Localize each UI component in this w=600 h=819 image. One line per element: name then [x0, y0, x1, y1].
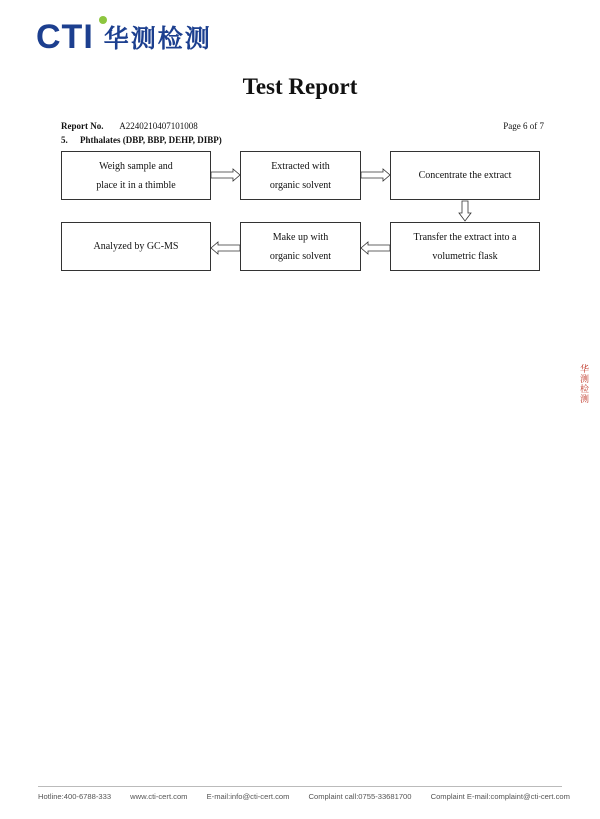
footer-divider	[38, 786, 562, 787]
arrow-right-1	[211, 169, 240, 181]
logo-chinese-text: 华测检测	[103, 24, 212, 53]
footer-email: E-mail:info@cti-cert.com	[206, 792, 290, 801]
flow-step-line: organic solvent	[269, 250, 332, 262]
flow-step-weigh-sample	[61, 151, 211, 200]
flow-step-line: Extracted with	[271, 160, 330, 172]
document-title: Test Report	[242, 74, 358, 99]
flow-step-line: Analyzed by GC-MS	[93, 241, 179, 252]
footer-website: www.cti-cert.com	[130, 792, 188, 801]
section-number: 5.	[61, 135, 68, 145]
flow-step-extracted	[240, 151, 361, 200]
arrow-down-1	[459, 201, 471, 221]
flow-step-line: volumetric flask	[432, 250, 498, 262]
footer-hotline: Hotline:400-6788-333	[38, 792, 112, 801]
flow-step-line: Transfer the extract into a	[413, 231, 517, 243]
flow-step-line: organic solvent	[269, 179, 332, 191]
section-title: Phthalates (DBP, BBP, DEHP, DIBP)	[80, 135, 222, 145]
footer-complaint-call: Complaint call:0755-33681700	[308, 792, 412, 801]
footer-complaint-email: Complaint E-mail:complaint@cti-cert.com	[430, 792, 570, 801]
report-number-label: Report No.	[61, 121, 104, 131]
flow-step-concentrate	[390, 151, 540, 200]
logo-latin-text: CTI	[36, 18, 94, 56]
flow-step-transfer	[390, 222, 540, 271]
report-number-value: A2240210407101008	[119, 121, 198, 131]
flow-step-line: Weigh sample and	[99, 160, 173, 172]
flow-step-make-up	[240, 222, 361, 271]
flow-step-line: Make up with	[272, 231, 329, 243]
arrow-left-2	[211, 242, 240, 254]
page-indicator: Page 6 of 7	[503, 121, 544, 131]
footer	[38, 792, 570, 801]
edge-seal-stamp: 华测检测	[578, 364, 588, 404]
arrow-left-1	[361, 242, 390, 254]
arrow-right-2	[361, 169, 390, 181]
flow-step-analyzed	[61, 222, 211, 271]
flow-step-line: Concentrate the extract	[418, 170, 512, 181]
flow-step-line: place it in a thimble	[96, 179, 176, 191]
